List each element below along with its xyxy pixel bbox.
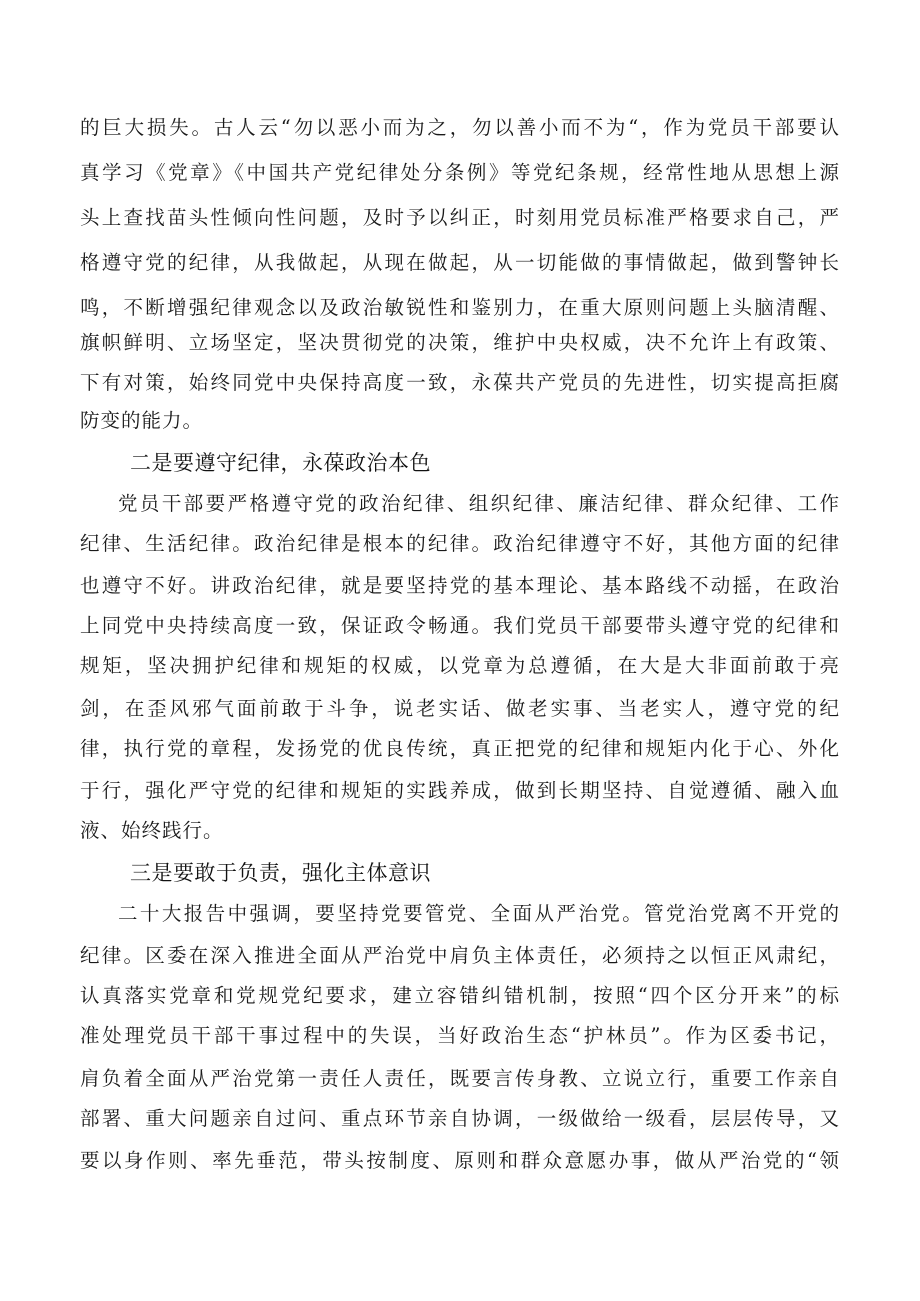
paragraph-2-line-6: 剑，在歪风邪气面前敢于斗争，说老实话、做老实事、当老实人，遵守党的纪 (80, 697, 840, 720)
paragraph-2-line-7: 律，执行党的章程，发扬党的优良传统，真正把党的纪律和规矩内化于心、外化 (80, 737, 840, 760)
paragraph-1-line-3: 头上查找苗头性倾向性问题，及时予以纠正，时刻用党员标准严格要求自己，严 (80, 206, 840, 229)
paragraph-3-line-4: 准处理党员干部干事过程中的失误，当好政治生态“护林员”。作为区委书记， (80, 1024, 840, 1047)
paragraph-1-line-6: 旗帜鲜明、立场坚定，坚决贯彻党的决策，维护中央权威，决不允许上有政策、 (80, 331, 840, 354)
paragraph-3-line-1: 二十大报告中强调，要坚持党要管党、全面从严治党。管党治党离不开党的 (118, 902, 840, 925)
paragraph-2-line-2: 纪律、生活纪律。政治纪律是根本的纪律。政治纪律遵守不好，其他方面的纪律 (80, 532, 840, 555)
paragraph-1-line-1: 的巨大损失。古人云“勿以恶小而为之，勿以善小而不为“，作为党员干部要认 (80, 116, 840, 139)
paragraph-2-line-1: 党员干部要严格遵守党的政治纪律、组织纪律、廉洁纪律、群众纪律、工作 (118, 492, 840, 515)
paragraph-2-line-5: 规矩，坚决拥护纪律和规矩的权威，以党章为总遵循，在大是大非面前敢于亮 (80, 654, 840, 677)
section-heading-2: 二是要遵守纪律，永葆政治本色 (130, 451, 431, 475)
paragraph-1-line-2: 真学习《党章》《中国共产党纪律处分条例》等党纪条规，经常性地从思想上源 (80, 161, 840, 184)
paragraph-1-line-4: 格遵守党的纪律，从我做起，从现在做起，从一切能做的事情做起，做到警钟长 (80, 251, 840, 274)
paragraph-1-line-7: 下有对策，始终同党中央保持高度一致，永葆共产党员的先进性，切实提高拒腐 (80, 371, 840, 394)
paragraph-2-line-9: 液、始终践行。 (80, 819, 224, 842)
paragraph-3-line-5: 肩负着全面从严治党第一责任人责任，既要言传身教、立说立行，重要工作亲自 (80, 1067, 840, 1090)
paragraph-3-line-6: 部署、重大问题亲自过问、重点环节亲自协调，一级做给一级看，层层传导，又 (80, 1107, 840, 1130)
paragraph-1-line-8: 防变的能力。 (80, 409, 204, 432)
paragraph-3-line-3: 认真落实党章和党规党纪要求，建立容错纠错机制，按照“四个区分开来”的标 (80, 984, 840, 1007)
paragraph-3-line-2: 纪律。区委在深入推进全面从严治党中肩负主体责任，必须持之以恒正风肃纪， (80, 944, 840, 967)
paragraph-1-line-5: 鸣，不断增强纪律观念以及政治敏锐性和鉴别力，在重大原则问题上头脑清醒、 (80, 296, 840, 319)
paragraph-2-line-8: 于行，强化严守党的纪律和规矩的实践养成，做到长期坚持、自觉遵循、融入血 (80, 779, 840, 802)
paragraph-2-line-4: 上同党中央持续高度一致，保证政令畅通。我们党员干部要带头遵守党的纪律和 (80, 614, 840, 637)
paragraph-3-line-7: 要以身作则、率先垂范，带头按制度、原则和群众意愿办事，做从严治党的“领 (80, 1149, 840, 1172)
paragraph-2-line-3: 也遵守不好。讲政治纪律，就是要坚持党的基本理论、基本路线不动摇，在政治 (80, 574, 840, 597)
section-heading-3: 三是要敢于负责，强化主体意识 (130, 861, 431, 885)
